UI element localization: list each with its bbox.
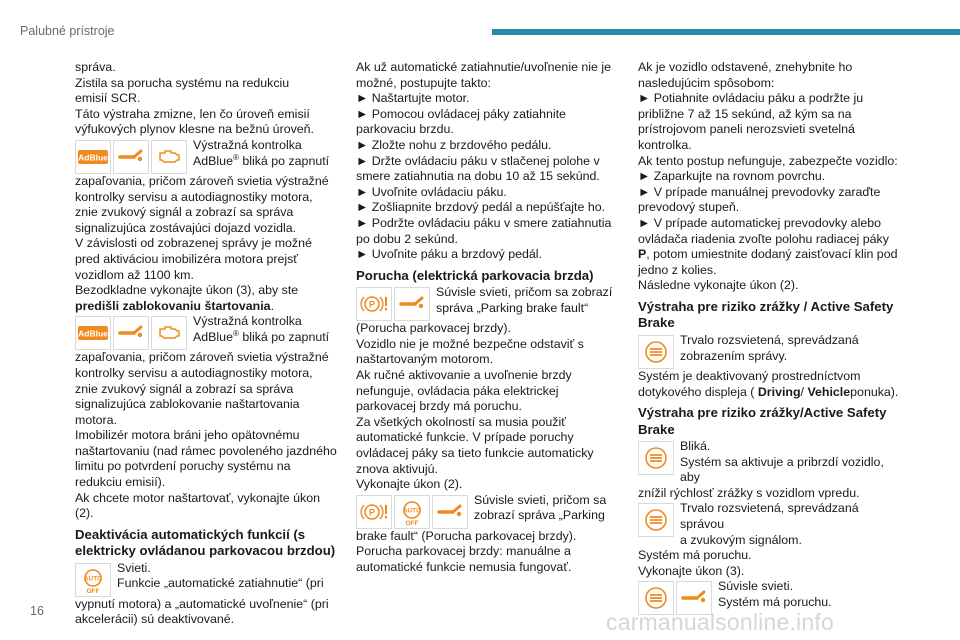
text: Porucha parkovacej brzdy: manuálne a automatické funkcie nemusia fungovať. xyxy=(356,544,572,574)
wrench-icon xyxy=(394,287,430,321)
collision-risk-icon xyxy=(638,441,674,475)
section-heading: Porucha (elektrická parkovacia brzda) xyxy=(356,267,594,283)
step: ► Držte ovládaciu páku v stlačenej polohe v smere zatiahnutia na dobu 10 až 15 sekúnd. xyxy=(356,153,600,184)
wrench-icon xyxy=(113,140,149,174)
wrench-icon xyxy=(432,495,468,529)
warning-text: Svieti. Funkcie „automatické zatiahnutie“ (pri xyxy=(117,560,324,591)
step: ► V prípade manuálnej prevodovky zaraďte prevodový stupeň. xyxy=(638,184,881,215)
warning-icon-group xyxy=(356,495,468,529)
section-heading: Deaktivácia automatických funkcií (s elektricky ovládanou parkovacou brzdou) xyxy=(75,526,336,559)
column-1 xyxy=(75,60,337,628)
warning-text: Súvisle svieti. Systém má poruchu. xyxy=(718,579,832,610)
warning-icon-group xyxy=(638,335,674,369)
text: Následne vykonajte úkon (2). xyxy=(638,278,799,293)
step: ► Naštartujte motor. xyxy=(356,91,470,106)
column-3 xyxy=(638,60,900,615)
step: ► Zošliapnite brzdový pedál a nepúšťajte ho. xyxy=(356,200,606,215)
parking-brake-fault-icon xyxy=(356,495,392,529)
text: vypnutí motora) a „automatické uvoľnenie“ (pri akcelerácii) sú deaktivované. xyxy=(75,596,329,627)
step: ► Potiahnite ovládaciu páku a podržte ju približne 7 až 15 sekúnd, až kým sa na prístrojovom paneli nerozsvieti svetelná kontrolka. xyxy=(638,91,864,152)
text: Ak už automatické zatiahnutie/uvoľnenie nie je možné, postupujte takto: xyxy=(356,60,612,90)
warning-text: Bliká. Systém sa aktivuje a pribrzdí vozidlo, aby xyxy=(680,439,884,485)
text: emisií SCR. xyxy=(75,91,141,106)
adblue-icon xyxy=(75,140,111,174)
text: Systém je deaktivovaný prostredníctvom dotykového displeja ( Driving/ Vehicleponuka). xyxy=(638,368,899,399)
text: Systém má poruchu. xyxy=(638,548,752,563)
step: ► Podržte ovládaciu páku v smere zatiahnutia po dobu 2 sekúnd. xyxy=(356,215,612,246)
watermark: carmanualsonline.info xyxy=(606,609,834,635)
warning-icon-group xyxy=(75,140,187,174)
text: (Porucha parkovacej brzdy). xyxy=(356,321,511,336)
text: Ak je vozidlo odstavené, znehybnite ho nasledujúcim spôsobom: xyxy=(638,60,853,90)
text: V závislosti od zobrazenej správy je možné pred aktiváciou imobilizéra motora prejsť vozidlom až 1100 km. xyxy=(75,236,312,282)
warning-text: Súvisle svieti, pričom sa zobrazí správa „Parking brake fault“ xyxy=(436,285,613,315)
text: Imobilizér motora bráni jeho opätovnému naštartovaniu (nad rámec povoleného jazdného limitu po potvrdení poruchy systému na redukciu emisií). xyxy=(75,428,337,490)
auto-label: AUTO xyxy=(402,507,422,515)
text: výfukových plynov klesne na bežnú úroveň. xyxy=(75,122,315,137)
warning-text: Súvisle svieti, pričom sa zobrazí správa „Parking xyxy=(474,492,607,523)
adblue-icon xyxy=(75,316,111,350)
text: Za všetkých okolností sa musia použiť automatické funkcie. V prípade poruchy ovládacej páky sa tieto funkcie automaticky znova aktivujú. xyxy=(356,414,594,476)
engine-icon xyxy=(151,316,187,350)
parking-brake-fault-icon xyxy=(356,287,392,321)
svg-text:P: P xyxy=(368,299,376,310)
section-heading: Výstraha pre riziko zrážky / Active Safety Brake xyxy=(638,298,894,331)
wrench-icon xyxy=(113,316,149,350)
text: Táto výstraha zmizne, len čo úroveň emisií xyxy=(75,106,310,121)
warning-icon-group xyxy=(75,316,187,350)
section-heading: Výstraha pre riziko zrážky/Active Safety Brake xyxy=(638,405,887,437)
auto-off-icon xyxy=(394,495,430,529)
warning-text: Trvalo rozsvietená, sprevádzaná správou a zvukovým signálom. xyxy=(680,501,859,547)
step: ► Zložte nohu z brzdového pedálu. xyxy=(356,137,552,152)
page-number: 16 xyxy=(30,604,44,618)
header-title: Palubné prístroje xyxy=(20,24,115,38)
warning-text: Výstražná kontrolka AdBlue® bliká po zapnutí xyxy=(193,137,330,168)
off-label: OFF xyxy=(405,519,419,526)
text: Vykonajte úkon (3). xyxy=(638,563,745,578)
warning-icon-group xyxy=(75,563,111,597)
adblue-label: AdBlue xyxy=(78,152,108,163)
warning-icon-group xyxy=(638,441,674,475)
text: Ak tento postup nefunguje, zabezpečte vozidlo: xyxy=(638,153,898,168)
text: Vozidlo nie je možné bezpečne odstaviť s naštartovaným motorom. xyxy=(356,336,584,367)
column-2 xyxy=(356,60,618,576)
collision-risk-icon xyxy=(638,335,674,369)
collision-risk-icon xyxy=(638,503,674,537)
text: zapaľovania, pričom zároveň svietia výstražné kontrolky servisu a autodiagnostiky motora, znie zvukový signál a zobrazí sa správa signalizujúca zablokovanie naštartovania motora. xyxy=(75,350,329,427)
step: ► Uvoľnite páku a brzdový pedál. xyxy=(356,247,543,262)
warning-text: Trvalo rozsvietená, sprevádzaná zobrazením správy. xyxy=(680,332,859,363)
engine-icon xyxy=(151,140,187,174)
warning-icon-group xyxy=(356,287,430,321)
auto-label: AUTO xyxy=(83,575,103,583)
step: ► V prípade automatickej prevodovky alebo ovládača riadenia zvoľte polohu radiacej páky P, potom umiestnite dodaný zaisťovací klin pod jedno z kolies. xyxy=(638,215,898,277)
warning-icon-group xyxy=(638,503,674,537)
text: znížil rýchlosť zrážky s vozidlom vpredu. xyxy=(638,485,860,500)
svg-text:P: P xyxy=(368,507,376,518)
text: Vykonajte úkon (2). xyxy=(356,477,463,492)
step: ► Zaparkujte na rovnom povrchu. xyxy=(638,169,826,184)
text: zapaľovania, pričom zároveň svietia výstražné kontrolky servisu a autodiagnostiky motora, znie zvukový signál a zobrazí sa správa signalizujúca zostávajúci dojazd vozidla. xyxy=(75,173,329,235)
auto-off-icon xyxy=(75,563,111,597)
step: ► Uvoľnite ovládaciu páku. xyxy=(356,184,507,199)
text: Bezodkladne vykonajte úkon (3), aby ste predišli zablokovaniu štartovania. xyxy=(75,283,299,313)
adblue-label: AdBlue xyxy=(78,328,108,339)
warning-text: Výstražná kontrolka AdBlue® bliká po zapnutí xyxy=(193,314,330,344)
header-accent-bar xyxy=(492,29,960,35)
text: Ak chcete motor naštartovať, vykonajte úkon (2). xyxy=(75,490,321,521)
step: ► Pomocou ovládacej páky zatiahnite parkovaciu brzdu. xyxy=(356,106,566,137)
off-label: OFF xyxy=(86,587,100,594)
text: správa. xyxy=(75,60,116,74)
text: Zistila sa porucha systému na redukciu xyxy=(75,75,290,90)
text: Ak ručné aktivovanie a uvoľnenie brzdy nefunguje, ovládacia páka elektrickej parkovacej brzdy má poruchu. xyxy=(356,368,572,414)
text: brake fault“ (Porucha parkovacej brzdy). xyxy=(356,528,577,543)
